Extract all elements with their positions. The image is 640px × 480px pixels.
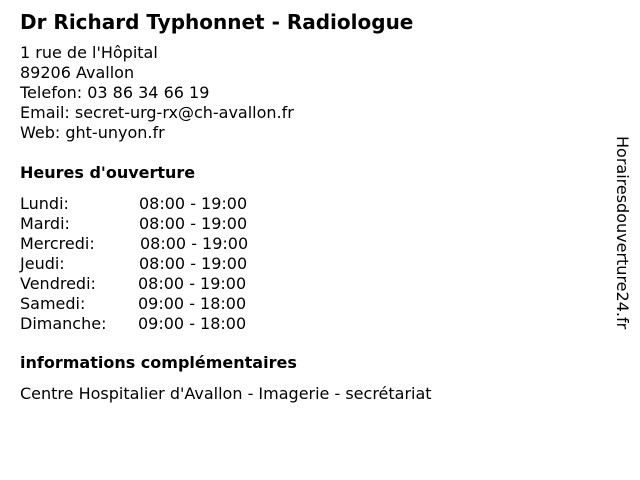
day-label: Jeudi: <box>20 254 65 273</box>
page-title: Dr Richard Typhonnet - Radiologue <box>20 10 414 34</box>
time-range: 09:00 - 18:00 <box>138 294 247 313</box>
phone-line: Telefon: 03 86 34 66 19 <box>20 83 210 102</box>
time-range: 08:00 - 19:00 <box>140 234 249 253</box>
web-line: Web: ght-unyon.fr <box>20 123 165 142</box>
day-label: Vendredi: <box>20 274 96 293</box>
watermark-text: Horairesdouverture24.fr <box>613 136 632 330</box>
opening-hours-heading: Heures d'ouverture <box>20 163 196 182</box>
site-watermark <box>612 136 632 372</box>
time-range: 08:00 - 19:00 <box>139 214 248 233</box>
additional-info-text: Centre Hospitalier d'Avallon - Imagerie - secrétariat <box>20 384 432 403</box>
day-label: Samedi: <box>20 294 86 313</box>
additional-info-heading: informations complémentaires <box>20 353 297 372</box>
time-range: 08:00 - 19:00 <box>139 254 248 273</box>
address-street: 1 rue de l'Hôpital <box>20 43 158 62</box>
time-range: 09:00 - 18:00 <box>138 314 247 333</box>
email-line: Email: secret-urg-rx@ch-avallon.fr <box>20 103 294 122</box>
contact-block <box>20 43 294 143</box>
address-city: 89206 Avallon <box>20 63 135 82</box>
day-label: Mercredi: <box>20 234 95 253</box>
day-label: Lundi: <box>20 194 69 213</box>
time-range: 08:00 - 19:00 <box>138 274 247 293</box>
day-label: Dimanche: <box>20 314 107 333</box>
time-range: 08:00 - 19:00 <box>139 194 248 213</box>
day-label: Mardi: <box>20 214 70 233</box>
